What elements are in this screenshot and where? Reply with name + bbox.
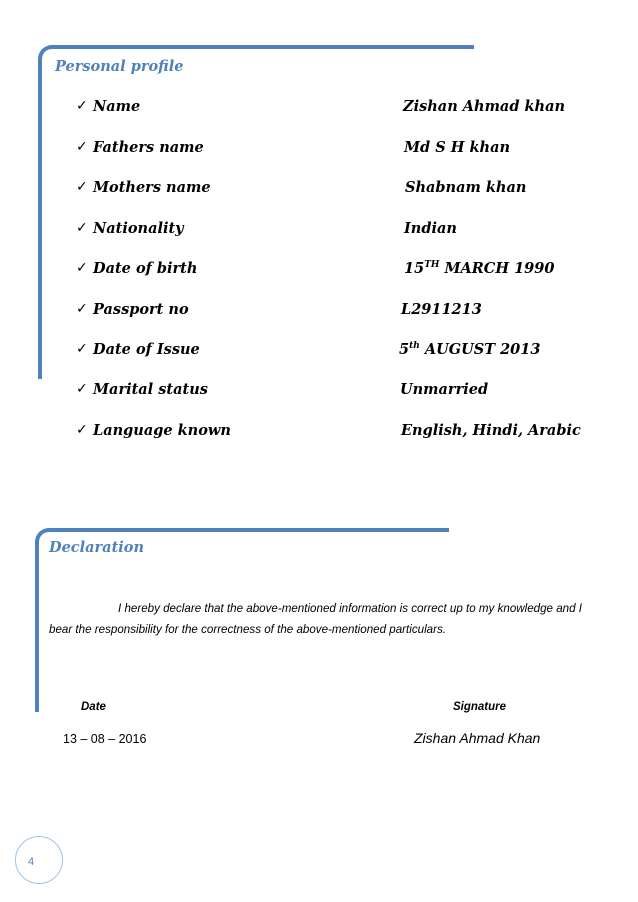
profile-row-name: [76, 98, 576, 118]
signature-label: Signature: [453, 701, 507, 713]
row-label: Passport no: [93, 301, 189, 318]
checkmark-icon: ✓: [76, 260, 88, 276]
checkmark-icon: ✓: [76, 301, 88, 317]
profile-row-date-of-issue: [76, 341, 576, 361]
profile-frame: [38, 45, 474, 379]
row-value: L2911213: [401, 301, 482, 318]
checkmark-icon: ✓: [76, 139, 88, 155]
row-label: Date of birth: [93, 260, 198, 277]
row-value: Shabnam khan: [405, 179, 527, 196]
checkmark-icon: ✓: [76, 179, 88, 195]
profile-row-mothers-name: [76, 179, 576, 199]
page-number-circle: [15, 836, 63, 884]
date-value: 13 – 08 – 2016: [63, 732, 147, 746]
profile-row-marital-status: [76, 381, 576, 401]
row-label: Date of Issue: [93, 341, 200, 358]
checkmark-icon: ✓: [76, 341, 88, 357]
profile-row-passport-no: [76, 301, 576, 321]
row-value: 5th AUGUST 2013: [399, 341, 541, 358]
checkmark-icon: ✓: [76, 422, 88, 438]
row-label: Language known: [93, 422, 231, 439]
checkmark-icon: ✓: [76, 220, 88, 236]
checkmark-icon: ✓: [76, 98, 88, 114]
row-value: Indian: [404, 220, 457, 237]
checkmark-icon: ✓: [76, 381, 88, 397]
row-label: Name: [93, 98, 141, 115]
profile-row-nationality: [76, 220, 576, 240]
row-value: Md S H khan: [404, 139, 511, 156]
declaration-section-title: Declaration: [49, 539, 144, 556]
page-number: 4: [28, 856, 35, 868]
profile-row-fathers-name: [76, 139, 576, 159]
row-label: Marital status: [93, 381, 208, 398]
signature-value: Zishan Ahmad Khan: [414, 730, 541, 746]
row-label: Mothers name: [93, 179, 211, 196]
profile-row-date-of-birth: [76, 260, 576, 280]
date-label: Date: [81, 701, 106, 713]
row-label: Fathers name: [93, 139, 204, 156]
row-value: English, Hindi, Arabic: [401, 422, 581, 439]
row-value: 15TH MARCH 1990: [404, 260, 555, 277]
declaration-text: I hereby declare that the above-mentioned information is correct up to my knowledge and I bear the responsibility for the correctness of the above-mentioned particulars.: [49, 602, 583, 636]
row-label: Nationality: [93, 220, 184, 237]
profile-section-title: Personal profile: [55, 58, 184, 75]
row-value: Unmarried: [400, 381, 489, 398]
profile-row-language-known: [76, 422, 581, 442]
row-value: Zishan Ahmad khan: [403, 98, 566, 115]
